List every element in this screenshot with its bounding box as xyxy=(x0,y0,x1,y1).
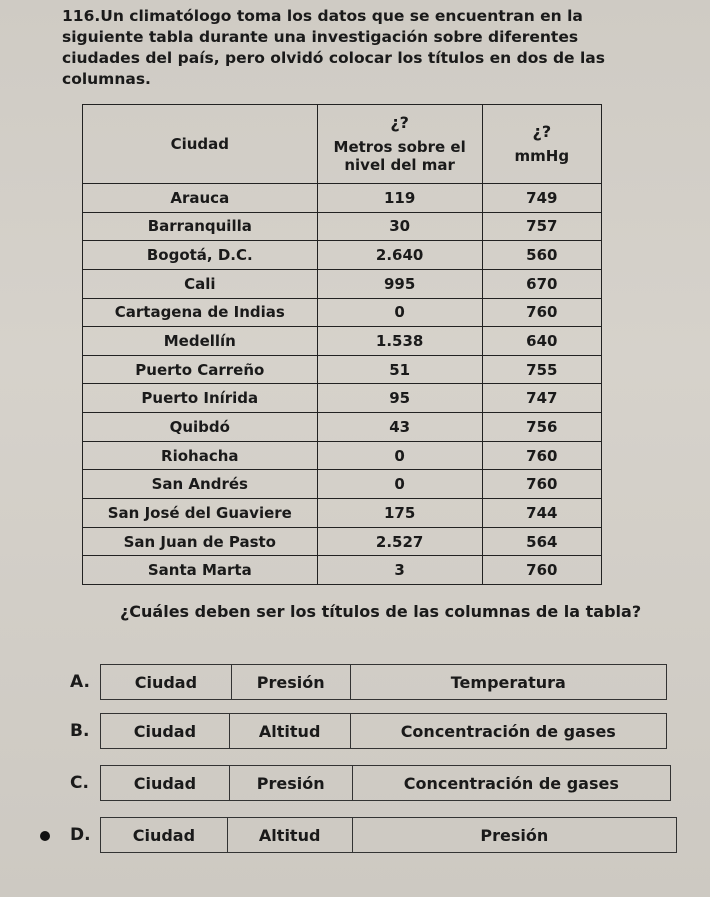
row-altitude: 30 xyxy=(317,212,482,241)
table-row xyxy=(83,527,602,556)
table-row xyxy=(83,241,602,270)
option-d-letter: D. xyxy=(70,825,91,845)
row-altitude: 1.538 xyxy=(317,327,482,356)
header-altitude-mark: ¿? xyxy=(390,113,409,132)
question-text xyxy=(62,6,647,90)
header-altitude-label: Metros sobre el nivel del mar xyxy=(333,138,466,174)
option-c-col2: Presión xyxy=(229,766,352,800)
option-d-col1: Ciudad xyxy=(100,818,227,852)
header-pressure-label: mmHg xyxy=(514,147,570,165)
row-city: Riohacha xyxy=(83,441,318,470)
table-row xyxy=(83,413,602,442)
row-city: Arauca xyxy=(83,184,318,213)
table-row xyxy=(83,384,602,413)
row-pressure: 749 xyxy=(482,184,601,213)
row-altitude: 51 xyxy=(317,355,482,384)
option-a-col2: Presión xyxy=(231,665,350,699)
row-city: Medellín xyxy=(83,327,318,356)
option-b-col1: Ciudad xyxy=(100,714,229,748)
row-city: Quibdó xyxy=(83,413,318,442)
row-altitude: 0 xyxy=(317,441,482,470)
selected-bullet-icon xyxy=(40,831,50,841)
row-pressure: 560 xyxy=(482,241,601,270)
row-city: Cali xyxy=(83,269,318,298)
option-a[interactable] xyxy=(0,664,710,704)
row-pressure: 756 xyxy=(482,413,601,442)
row-pressure: 747 xyxy=(482,384,601,413)
row-altitude: 995 xyxy=(317,269,482,298)
table-row xyxy=(83,298,602,327)
row-altitude: 119 xyxy=(317,184,482,213)
table-row xyxy=(83,212,602,241)
row-pressure: 760 xyxy=(482,298,601,327)
row-city: Cartagena de Indias xyxy=(83,298,318,327)
row-pressure: 760 xyxy=(482,441,601,470)
option-b-letter: B. xyxy=(70,721,90,741)
row-city: San José del Guaviere xyxy=(83,499,318,528)
option-c-col1: Ciudad xyxy=(100,766,229,800)
option-d-col3: Presión xyxy=(352,818,676,852)
table-row xyxy=(83,499,602,528)
header-city: Ciudad xyxy=(83,105,318,184)
option-b-row xyxy=(100,713,667,749)
row-altitude: 43 xyxy=(317,413,482,442)
row-pressure: 760 xyxy=(482,470,601,499)
option-d-row xyxy=(100,817,677,853)
row-altitude: 2.640 xyxy=(317,241,482,270)
table-row xyxy=(83,269,602,298)
question-number: 116. xyxy=(62,7,101,25)
row-altitude: 0 xyxy=(317,470,482,499)
option-b-col3: Concentración de gases xyxy=(350,714,666,748)
option-a-letter: A. xyxy=(70,672,90,692)
option-d[interactable] xyxy=(0,817,710,857)
row-pressure: 744 xyxy=(482,499,601,528)
option-c-row xyxy=(100,765,671,801)
option-a-row xyxy=(100,664,667,700)
table-row xyxy=(83,355,602,384)
option-c-letter: C. xyxy=(70,773,89,793)
table-row xyxy=(83,556,602,585)
row-city: San Andrés xyxy=(83,470,318,499)
header-altitude xyxy=(317,105,482,184)
question-body: Un climatólogo toma los datos que se encuentran en la siguiente tabla durante una investigación sobre diferentes ciudades del país, pero olvidó colocar los títulos en dos de las columnas. xyxy=(62,7,605,88)
row-pressure: 757 xyxy=(482,212,601,241)
row-altitude: 0 xyxy=(317,298,482,327)
row-altitude: 2.527 xyxy=(317,527,482,556)
row-city: Puerto Inírida xyxy=(83,384,318,413)
table-row xyxy=(83,441,602,470)
table-header-row xyxy=(83,105,602,184)
row-pressure: 760 xyxy=(482,556,601,585)
row-altitude: 3 xyxy=(317,556,482,585)
option-a-col3: Temperatura xyxy=(350,665,666,699)
header-pressure xyxy=(482,105,601,184)
header-pressure-mark: ¿? xyxy=(532,122,552,141)
option-b-col2: Altitud xyxy=(229,714,350,748)
option-c-col3: Concentración de gases xyxy=(352,766,670,800)
row-pressure: 670 xyxy=(482,269,601,298)
row-city: Bogotá, D.C. xyxy=(83,241,318,270)
row-altitude: 95 xyxy=(317,384,482,413)
option-d-col2: Altitud xyxy=(227,818,352,852)
row-city: Barranquilla xyxy=(83,212,318,241)
row-city: Santa Marta xyxy=(83,556,318,585)
row-pressure: 640 xyxy=(482,327,601,356)
table-row xyxy=(83,327,602,356)
question-prompt: ¿Cuáles deben ser los títulos de las columnas de la tabla? xyxy=(120,602,642,621)
option-a-col1: Ciudad xyxy=(100,665,231,699)
data-table xyxy=(82,104,602,585)
row-city: Puerto Carreño xyxy=(83,355,318,384)
table-row xyxy=(83,470,602,499)
row-pressure: 564 xyxy=(482,527,601,556)
option-c[interactable] xyxy=(0,765,710,805)
row-pressure: 755 xyxy=(482,355,601,384)
row-city: San Juan de Pasto xyxy=(83,527,318,556)
option-b[interactable] xyxy=(0,713,710,753)
row-altitude: 175 xyxy=(317,499,482,528)
table-row xyxy=(83,184,602,213)
